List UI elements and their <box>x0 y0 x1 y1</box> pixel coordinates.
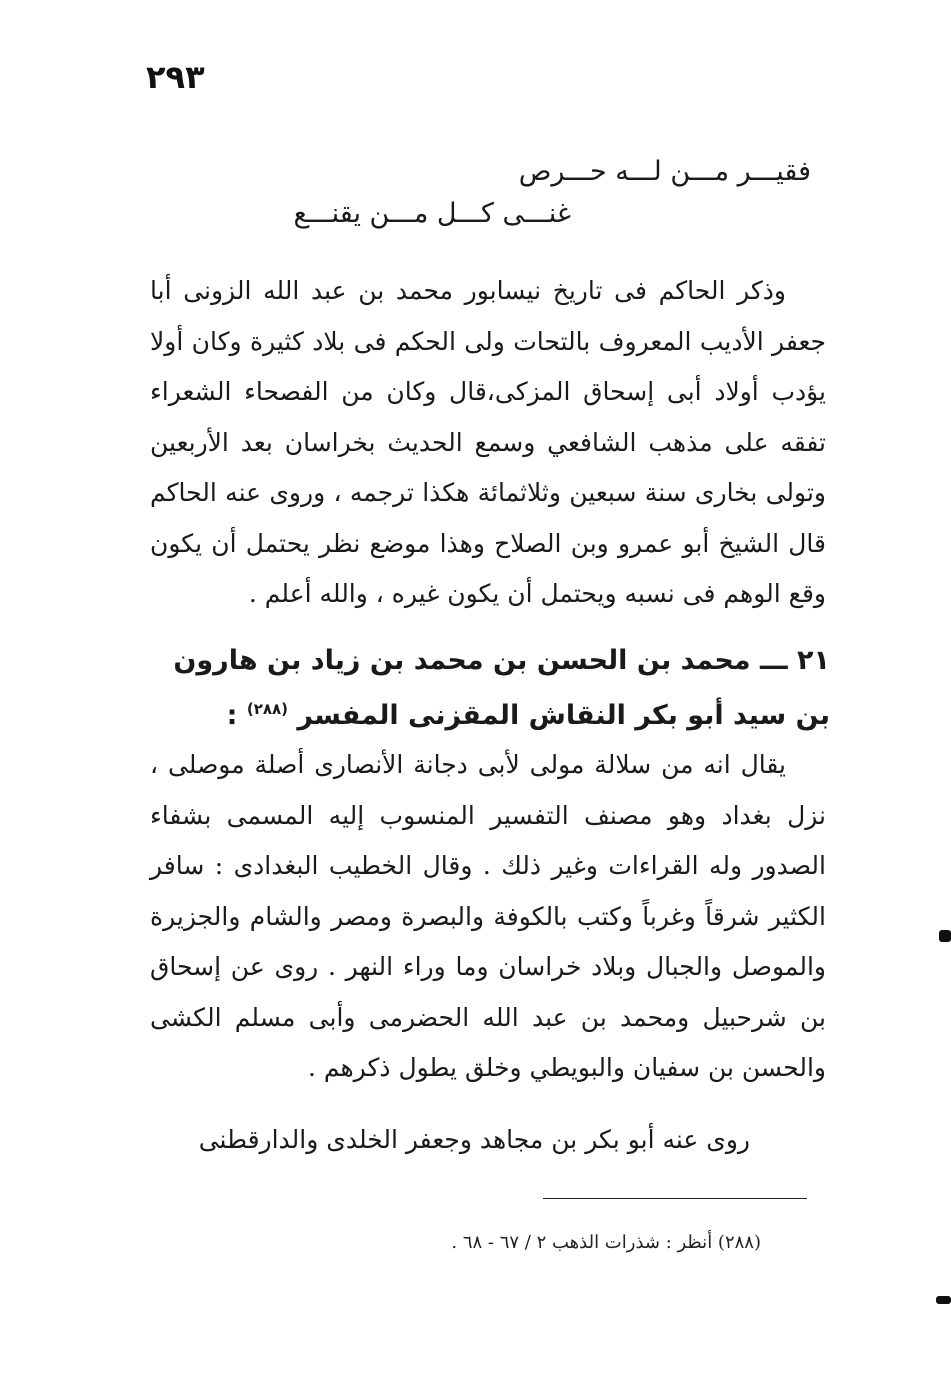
page-number: ٢٩٣ <box>146 58 205 96</box>
entry-heading-21 <box>150 636 830 740</box>
verse-line-1: فقيـــر مـــن لـــه حـــرص <box>518 156 811 187</box>
entry-heading-text: ٢١ ـــ محمد بن الحسن بن محمد بن زياد بن هارون بن سيد أبو بكر النقاش المقزنى المفسر <box>173 645 830 731</box>
paragraph-zawzani-text: وذكر الحاكم فى تاريخ نيسابور محمد بن عبد الله الزونى أبا جعفر الأديب المعروف بالتحات ولى الحكم فى بلاد كثيرة وكان أولا يؤدب أولاد أبى إسحاق المزكى،قال وكان من الفصحاء الشعراء تفقه على مذهب الشافعي وسمع الحديث بخراسان بعد الأربعين وتولى بخارى سنة سبعين وثلاثمائة هكذا ترجمه ، وروى عنه الحاكم قال الشيخ أبو عمرو وبن الصلاح وهذا موضع نظر يحتمل أن يكون وقع الوهم فى نسبه ويحتمل أن يكون غيره ، والله أعلم . <box>150 276 826 608</box>
footnote-288: (٢٨٨) أنظر : شذرات الذهب ٢ / ٦٧ - ٦٨ . <box>451 1232 761 1253</box>
scan-edge-mark <box>936 1296 951 1304</box>
footnote-divider <box>543 1198 807 1199</box>
paragraph-naqqash-text: يقال انه من سلالة مولى لأبى دجانة الأنصارى أصلة موصلى ، نزل بغداد وهو مصنف التفسير المنسوب إليه المسمى بشفاء الصدور وله القراءات وغير ذلك . وقال الخطيب البغدادى : سافر الكثير شرقاً وغرباً وكتب بالكوفة والبصرة ومصر والشام والجزيرة والموصل والجبال وبلاد خراسان وما وراء النهر . روى عن إسحاق بن شرحبيل ومحمد بن عبد الله الحضرمى وأبى مسلم الكشى والحسن بن سفيان والبويطي وخلق يطول ذكرهم . <box>150 750 826 1082</box>
footnote-reference: (٢٨٨) <box>246 700 289 718</box>
paragraph-naqqash <box>150 740 826 1094</box>
verse-line-2: غنـــى كـــل مـــن يقنـــع <box>293 198 571 229</box>
paragraph-narrators-text: روى عنه أبو بكر بن مجاهد وجعفر الخلدى والدارقطنى <box>198 1125 750 1154</box>
entry-heading-colon: : <box>226 700 238 731</box>
paragraph-narrators <box>150 1120 750 1160</box>
paragraph-zawzani <box>150 266 826 620</box>
scan-edge-mark <box>939 930 951 942</box>
